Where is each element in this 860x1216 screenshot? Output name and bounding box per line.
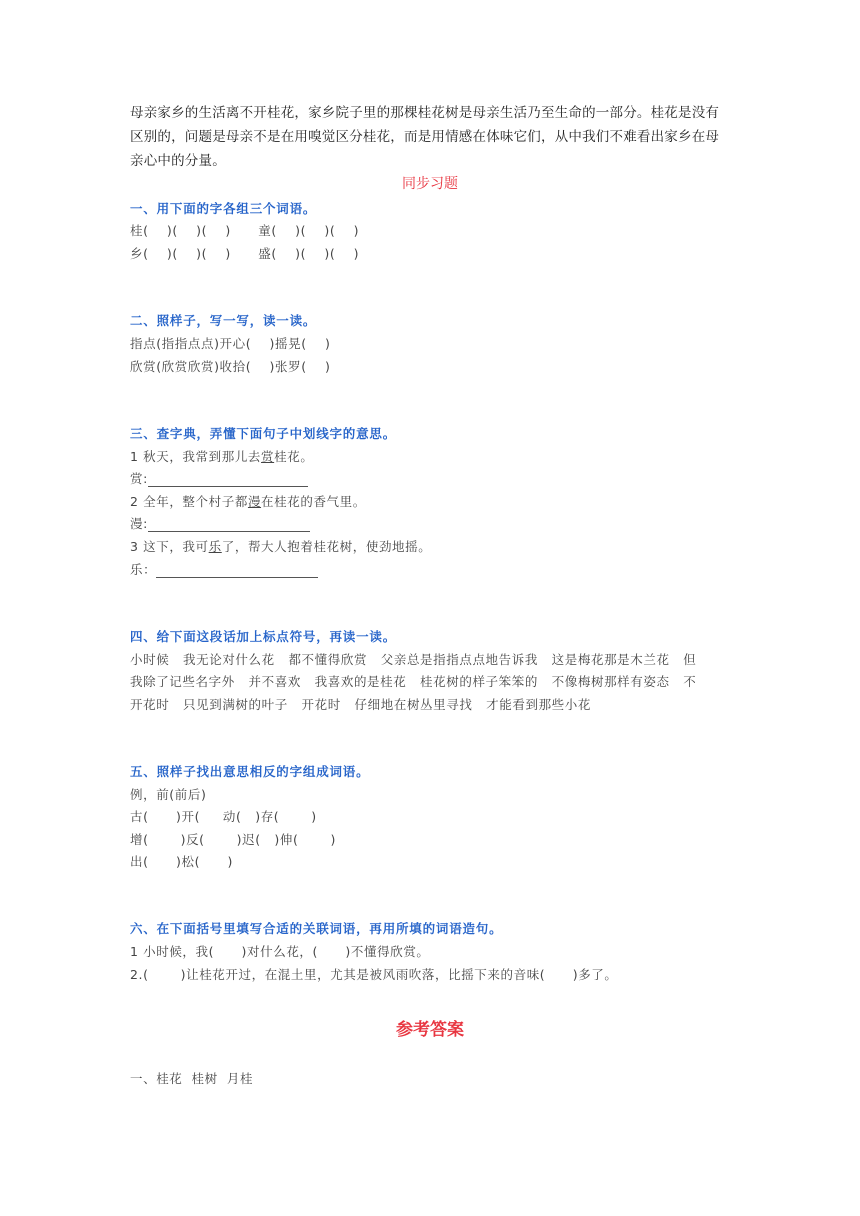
section-2-heading: 二、照样子，写一写，读一读。 <box>130 313 317 328</box>
section-3-question-1: 1 秋天，我常到那儿去赏桂花。 <box>130 449 314 464</box>
section-1-line-1: 桂( )( )( ) 童( )( )( ) <box>130 223 360 238</box>
underlined-char: 乐 <box>208 539 222 554</box>
section-5-line-3: 出( )松( ) <box>130 854 233 869</box>
section-3-answer-3: 乐： <box>130 560 318 578</box>
section-6-heading: 六、在下面括号里填写合适的关联词语，再用所填的词语造句。 <box>130 921 503 936</box>
section-5-line-1: 古( )开( 动( )存( ) <box>130 809 317 824</box>
section-3-question-3: 3 这下，我可乐了，帮大人抱着桂花树，使劲地摇。 <box>130 539 432 554</box>
section-2-line-1: 指点(指指点点)开心( )摇晃( ) <box>130 336 331 351</box>
section-4-line-2: 我除了记些名字外 并不喜欢 我喜欢的是桂花 桂花树的样子笨笨的 不像梅树那样有姿态 不 <box>130 674 697 689</box>
answer-title: 参考答案 <box>396 1020 464 1040</box>
underlined-char: 赏 <box>261 449 275 464</box>
section-5-line-2: 增( )反( )迟( )伸( ) <box>130 832 336 847</box>
section-3-answer-1: 赏: <box>130 469 308 487</box>
answer-blank[interactable] <box>148 518 310 532</box>
section-5-heading: 五、照样子找出意思相反的字组成词语。 <box>130 764 370 779</box>
section-2-line-2: 欣赏(欣赏欣赏)收拾( )张罗( ) <box>130 359 331 374</box>
exercise-title: 同步习题 <box>402 176 458 192</box>
answer-line-1: 一、桂花 桂树 月桂 <box>130 1071 254 1086</box>
section-1-line-2: 乡( )( )( ) 盛( )( )( ) <box>130 246 360 261</box>
underlined-char: 漫 <box>247 494 262 509</box>
section-3-answer-2: 漫: <box>130 514 310 532</box>
section-4-heading: 四、给下面这段话加上标点符号，再读一读。 <box>130 629 397 644</box>
section-4-line-3: 开花时 只见到满树的叶子 开花时 仔细地在树丛里寻找 才能看到那些小花 <box>130 697 591 712</box>
answer-blank[interactable] <box>156 564 318 578</box>
section-3-question-2: 2 全年，整个村子都漫在桂花的香气里。 <box>130 494 366 509</box>
section-5-example: 例，前(前后) <box>130 787 207 802</box>
section-1-heading: 一、用下面的字各组三个词语。 <box>130 201 317 216</box>
section-6-line-2: 2.( )让桂花开过，在混土里，尤其是被风雨吹落，比摇下来的音味( )多了。 <box>130 967 618 982</box>
section-6-line-1: 1 小时候，我( )对什么花，( )不懂得欣赏。 <box>130 944 430 959</box>
intro-paragraph: 母亲家乡的生活离不开桂花，家乡院子里的那棵桂花树是母亲生活乃至生命的一部分。桂花是没有区别的，问题是母亲不是在用嗅觉区分桂花，而是用情感在体味它们，从中我们不难看出家乡在母亲心中的分量。 <box>130 105 720 169</box>
answer-blank[interactable] <box>148 473 308 487</box>
section-3-heading: 三、查字典，弄懂下面句子中划线字的意思。 <box>130 426 397 441</box>
section-4-line-1: 小时候 我无论对什么花 都不懂得欣赏 父亲总是指指点点地告诉我 这是梅花那是木兰花 但 <box>130 652 697 667</box>
